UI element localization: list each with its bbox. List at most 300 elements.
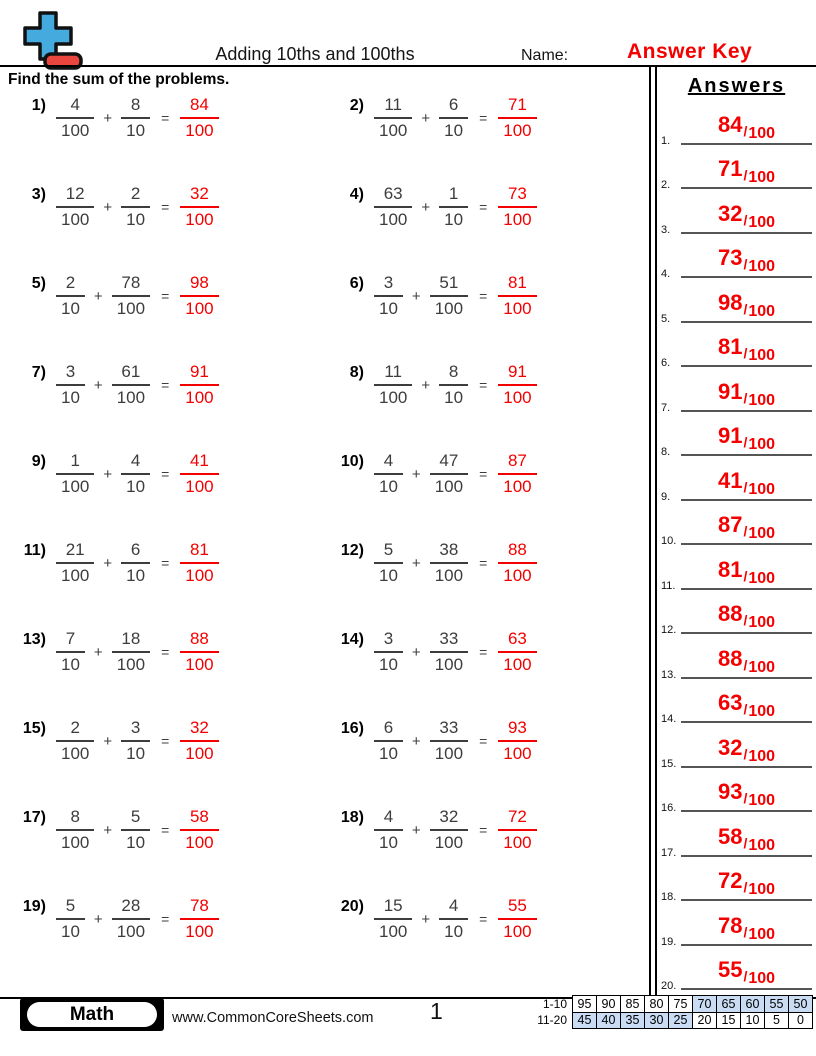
fraction-addend-1 <box>56 184 94 230</box>
website-url: www.CommonCoreSheets.com <box>172 1010 374 1026</box>
answer-index: 8. <box>661 446 671 458</box>
answer-value <box>718 336 775 365</box>
answer-fraction <box>180 807 218 853</box>
fraction-slash: / <box>743 211 748 228</box>
answer-blank-line <box>681 425 812 456</box>
answers-panel <box>657 68 816 996</box>
answer-numerator: 98 <box>180 273 218 297</box>
equals-operator: = <box>479 199 488 215</box>
problem-number: 14) <box>340 631 364 648</box>
answer-row <box>657 418 816 463</box>
score-cell: 75 <box>669 996 693 1013</box>
answer-numerator: 32 <box>717 734 743 760</box>
fraction-slash: / <box>743 434 748 450</box>
answer-denominator: 100 <box>748 258 776 275</box>
answer-denominator: 100 <box>748 213 776 231</box>
fraction-addend-1 <box>374 629 403 675</box>
fraction-denominator: 100 <box>116 388 146 407</box>
score-cell: 30 <box>645 1012 669 1029</box>
fraction-denominator: 100 <box>61 566 90 585</box>
answer-blank-line <box>681 467 812 501</box>
fraction-slash: / <box>743 701 748 717</box>
answer-blank-line <box>681 158 812 189</box>
answer-blank-line <box>681 378 812 412</box>
fraction-denominator: 100 <box>434 566 464 585</box>
answer-index: 12. <box>661 624 677 636</box>
answer-denominator: 100 <box>748 347 776 364</box>
equals-operator: = <box>161 644 170 660</box>
fraction-numerator: 11 <box>374 95 412 119</box>
fraction-numerator: 2 <box>56 718 94 742</box>
fraction-numerator: 4 <box>374 807 403 831</box>
answer-index: 19. <box>661 935 677 948</box>
problems-grid <box>0 92 650 984</box>
fraction-denominator: 10 <box>379 299 398 318</box>
plus-operator: + <box>93 910 103 928</box>
plus-operator: + <box>103 821 113 839</box>
answer-numerator: 58 <box>717 823 743 849</box>
answer-numerator: 41 <box>180 451 218 475</box>
equals-operator: = <box>479 733 488 749</box>
score-cell: 5 <box>765 1012 789 1029</box>
answer-index: 16. <box>661 802 677 814</box>
answer-numerator: 84 <box>180 95 218 119</box>
header-divider <box>0 65 816 67</box>
plus-operator: + <box>103 109 113 127</box>
answer-numerator: 72 <box>498 807 536 831</box>
score-cell: 85 <box>621 996 645 1013</box>
fraction-addend-2 <box>430 540 468 586</box>
fraction-slash: / <box>743 612 748 628</box>
answer-numerator: 32 <box>717 200 743 226</box>
answer-index: 15. <box>661 757 677 770</box>
answer-blank-line <box>681 603 812 634</box>
fraction-addend-2 <box>121 807 150 853</box>
answer-denominator: 100 <box>185 299 214 318</box>
answer-numerator: 41 <box>717 467 743 493</box>
fraction-denominator: 100 <box>61 744 90 763</box>
answer-numerator: 91 <box>717 378 743 404</box>
problem-number: 8) <box>349 364 364 381</box>
fraction-numerator: 3 <box>56 362 85 386</box>
answer-numerator: 63 <box>717 690 743 715</box>
answer-numerator: 91 <box>180 362 218 386</box>
answer-numerator: 88 <box>717 601 743 626</box>
answer-numerator: 88 <box>180 629 218 653</box>
fraction-slash: / <box>743 923 748 940</box>
fraction-slash: / <box>743 834 748 851</box>
answer-denominator: 100 <box>748 436 776 453</box>
fraction-addend-2 <box>121 451 150 497</box>
fraction-numerator: 4 <box>121 451 150 475</box>
fraction-addend-1 <box>374 896 412 942</box>
fraction-addend-1 <box>374 718 403 764</box>
answer-denominator: 100 <box>748 525 776 542</box>
answer-blank-line <box>681 200 812 234</box>
answer-numerator: 58 <box>180 807 218 831</box>
equals-operator: = <box>161 199 170 215</box>
fraction-numerator: 4 <box>439 896 468 920</box>
fraction-addend-1 <box>56 629 85 675</box>
plus-operator: + <box>103 732 113 750</box>
score-cell: 95 <box>573 996 597 1013</box>
fraction-denominator: 10 <box>379 655 398 674</box>
answer-row <box>657 774 816 819</box>
answer-fraction <box>180 540 218 586</box>
answer-blank-line <box>681 336 812 367</box>
score-cell: 60 <box>741 996 765 1013</box>
answer-index: 5. <box>661 312 671 325</box>
answer-denominator: 100 <box>185 922 214 941</box>
fraction-addend-2 <box>430 718 468 764</box>
fraction-addend-2 <box>430 629 468 675</box>
fraction-numerator: 15 <box>374 896 412 920</box>
answer-fraction <box>498 184 536 230</box>
fraction-numerator: 5 <box>56 896 85 920</box>
score-cell: 70 <box>693 996 717 1013</box>
fraction-numerator: 4 <box>56 95 94 119</box>
problem-item <box>12 715 330 767</box>
fraction-numerator: 8 <box>121 95 150 119</box>
problem-number: 11) <box>23 542 46 559</box>
answer-row <box>657 952 816 997</box>
fraction-slash: / <box>743 389 748 406</box>
answer-value <box>718 247 775 276</box>
fraction-denominator: 100 <box>116 299 146 318</box>
fraction-denominator: 100 <box>116 922 146 941</box>
answer-denominator: 100 <box>185 121 214 140</box>
plus-operator: + <box>93 376 103 394</box>
plus-operator: + <box>411 643 421 661</box>
answer-blank-line <box>681 959 812 990</box>
fraction-numerator: 12 <box>56 184 94 208</box>
answer-numerator: 93 <box>498 718 536 742</box>
plus-operator: + <box>411 554 421 572</box>
equals-operator: = <box>479 822 488 838</box>
answer-numerator: 81 <box>717 556 743 582</box>
answer-denominator: 100 <box>185 566 214 585</box>
fraction-denominator: 100 <box>434 299 464 318</box>
fraction-addend-1 <box>374 451 403 497</box>
problem-number: 6) <box>349 275 364 292</box>
fraction-denominator: 10 <box>61 655 80 674</box>
plus-operator: + <box>93 287 103 305</box>
equals-operator: = <box>161 911 170 927</box>
answer-denominator: 100 <box>748 614 776 631</box>
fraction-slash: / <box>743 745 748 762</box>
fraction-addend-1 <box>56 540 94 586</box>
answer-row <box>657 373 816 418</box>
fraction-addend-2 <box>121 184 150 230</box>
fraction-denominator: 100 <box>61 477 90 496</box>
answer-denominator: 100 <box>748 169 776 186</box>
fraction-denominator: 10 <box>379 744 398 763</box>
fraction-numerator: 32 <box>430 807 468 831</box>
equals-operator: = <box>161 555 170 571</box>
fraction-numerator: 18 <box>112 629 150 653</box>
score-cell: 0 <box>789 1012 813 1029</box>
answer-denominator: 100 <box>503 744 532 763</box>
answer-numerator: 55 <box>498 896 536 920</box>
fraction-addend-1 <box>56 718 94 764</box>
answer-value <box>717 289 776 321</box>
answer-fraction <box>180 273 218 319</box>
plus-operator: + <box>421 109 431 127</box>
answer-denominator: 100 <box>185 744 214 763</box>
fraction-slash: / <box>743 478 748 495</box>
answer-numerator: 73 <box>498 184 536 208</box>
answer-value <box>718 959 775 988</box>
score-range-label: 1-10 <box>542 996 567 1011</box>
fraction-addend-1 <box>374 540 403 586</box>
score-cell: 80 <box>645 996 669 1013</box>
fraction-denominator: 100 <box>379 210 408 229</box>
plus-operator: + <box>421 910 431 928</box>
answer-denominator: 100 <box>748 836 776 854</box>
answer-denominator: 100 <box>748 302 776 320</box>
fraction-numerator: 3 <box>121 718 150 742</box>
answer-index: 17. <box>661 846 677 859</box>
problem-number: 1) <box>31 97 46 114</box>
answer-fraction <box>180 184 218 230</box>
answers-list <box>657 106 816 996</box>
answer-index: 20. <box>661 980 677 992</box>
fraction-addend-2 <box>430 273 468 319</box>
fraction-addend-2 <box>121 540 150 586</box>
fraction-addend-2 <box>439 362 468 408</box>
answer-fraction <box>180 95 218 141</box>
answer-fraction <box>498 807 536 853</box>
fraction-denominator: 10 <box>444 121 464 140</box>
problem-number: 5) <box>31 275 46 292</box>
fraction-addend-1 <box>374 95 412 141</box>
answer-denominator: 100 <box>503 121 532 140</box>
fraction-addend-1 <box>56 807 94 853</box>
answer-fraction <box>498 629 536 675</box>
answer-blank-line <box>681 645 812 679</box>
problem-number: 13) <box>22 631 46 648</box>
fraction-numerator: 7 <box>56 629 85 653</box>
problem-number: 7) <box>31 364 46 381</box>
answer-numerator: 63 <box>498 629 536 653</box>
answer-numerator: 32 <box>180 718 218 742</box>
answer-blank-line <box>681 734 812 768</box>
answer-index: 1. <box>661 134 671 147</box>
answer-index: 4. <box>661 268 671 280</box>
answer-index: 14. <box>661 713 677 725</box>
answer-denominator: 100 <box>185 833 214 852</box>
equals-operator: = <box>161 288 170 304</box>
answer-numerator: 88 <box>717 645 743 671</box>
fraction-denominator: 100 <box>434 744 464 763</box>
answer-fraction <box>180 718 218 764</box>
answer-denominator: 100 <box>748 703 776 720</box>
fraction-addend-2 <box>430 807 468 853</box>
plus-operator: + <box>93 643 103 661</box>
answer-denominator: 100 <box>748 569 776 587</box>
answer-value <box>718 514 775 543</box>
fraction-numerator: 6 <box>374 718 403 742</box>
fraction-addend-2 <box>439 184 468 230</box>
fraction-numerator: 3 <box>374 273 403 297</box>
answer-row <box>657 284 816 329</box>
fraction-denominator: 10 <box>126 121 146 140</box>
answer-numerator: 93 <box>717 779 743 804</box>
answer-row <box>657 907 816 952</box>
fraction-numerator: 6 <box>121 540 150 564</box>
answer-row <box>657 240 816 285</box>
score-cell: 15 <box>717 1012 741 1029</box>
fraction-addend-2 <box>430 451 468 497</box>
score-table <box>537 995 813 1029</box>
answer-numerator: 78 <box>717 912 743 938</box>
fraction-denominator: 100 <box>434 833 464 852</box>
problem-item <box>330 893 650 945</box>
answer-numerator: 87 <box>717 512 743 537</box>
fraction-numerator: 47 <box>430 451 468 475</box>
problem-number: 15) <box>22 720 46 737</box>
fraction-numerator: 61 <box>112 362 150 386</box>
fraction-denominator: 10 <box>126 744 146 763</box>
problem-number: 9) <box>31 453 46 470</box>
fraction-denominator: 10 <box>61 299 80 318</box>
answer-row <box>657 729 816 774</box>
score-cell: 10 <box>741 1012 765 1029</box>
fraction-denominator: 100 <box>116 655 146 674</box>
answer-blank-line <box>681 514 812 545</box>
name-label: Name: <box>521 47 569 64</box>
answer-index: 11. <box>661 579 676 592</box>
equals-operator: = <box>479 911 488 927</box>
answer-denominator: 100 <box>748 658 776 676</box>
answer-denominator: 100 <box>503 477 532 496</box>
answer-denominator: 100 <box>185 655 214 674</box>
answer-numerator: 55 <box>717 957 743 982</box>
answer-index: 18. <box>661 891 677 903</box>
answer-numerator: 81 <box>180 540 218 564</box>
problem-number: 19) <box>22 898 46 915</box>
answer-fraction <box>498 896 536 942</box>
answer-numerator: 98 <box>717 289 743 315</box>
answer-row <box>657 863 816 908</box>
answer-denominator: 100 <box>503 388 532 407</box>
problem-item <box>330 448 650 500</box>
fraction-numerator: 1 <box>56 451 94 475</box>
fraction-numerator: 38 <box>430 540 468 564</box>
fraction-denominator: 10 <box>444 210 464 229</box>
fraction-denominator: 10 <box>126 566 146 585</box>
plus-operator: + <box>411 287 421 305</box>
score-cell: 40 <box>597 1012 621 1029</box>
fraction-numerator: 2 <box>56 273 85 297</box>
problem-item <box>330 804 650 856</box>
fraction-addend-1 <box>56 273 85 319</box>
fraction-numerator: 3 <box>374 629 403 653</box>
answer-index: 10. <box>661 535 677 547</box>
answer-row <box>657 596 816 641</box>
plus-operator: + <box>411 465 421 483</box>
answer-numerator: 88 <box>498 540 536 564</box>
fraction-addend-1 <box>56 362 85 408</box>
fraction-denominator: 100 <box>434 655 464 674</box>
fraction-numerator: 6 <box>439 95 468 119</box>
fraction-numerator: 21 <box>56 540 94 564</box>
fraction-addend-1 <box>56 95 94 141</box>
answer-fraction <box>180 451 218 497</box>
score-cell: 35 <box>621 1012 645 1029</box>
plus-operator: + <box>411 821 421 839</box>
problem-item <box>12 537 330 589</box>
fraction-denominator: 10 <box>126 210 146 229</box>
answer-numerator: 71 <box>498 95 536 119</box>
fraction-slash: / <box>743 345 748 361</box>
fraction-slash: / <box>743 300 748 317</box>
vertical-divider <box>649 66 657 997</box>
answer-blank-line <box>681 556 812 590</box>
equals-operator: = <box>479 377 488 393</box>
fraction-numerator: 78 <box>112 273 150 297</box>
fraction-slash: / <box>743 968 748 984</box>
answer-value <box>717 645 776 677</box>
problem-number: 10) <box>340 453 364 470</box>
answer-blank-line <box>681 823 812 857</box>
fraction-denominator: 10 <box>61 388 80 407</box>
answer-value <box>717 467 776 499</box>
answer-row <box>657 462 816 507</box>
answer-blank-line <box>681 289 812 323</box>
answer-fraction <box>180 362 218 408</box>
fraction-addend-1 <box>374 273 403 319</box>
answer-value <box>717 912 776 944</box>
fraction-numerator: 28 <box>112 896 150 920</box>
problem-item <box>12 92 330 144</box>
answer-denominator: 100 <box>748 792 776 809</box>
answer-numerator: 91 <box>498 362 536 386</box>
answer-numerator: 81 <box>498 273 536 297</box>
answer-row <box>657 640 816 685</box>
problem-item <box>330 92 650 144</box>
answer-denominator: 100 <box>185 388 214 407</box>
score-cell: 55 <box>765 996 789 1013</box>
answer-row <box>657 507 816 552</box>
answer-value <box>718 692 775 721</box>
equals-operator: = <box>161 733 170 749</box>
fraction-denominator: 10 <box>126 477 146 496</box>
plus-operator: + <box>103 198 113 216</box>
score-cell: 45 <box>573 1012 597 1029</box>
answer-numerator: 91 <box>717 423 743 448</box>
answer-key-label: Answer Key <box>627 40 753 63</box>
answer-denominator: 100 <box>748 391 776 409</box>
problem-number: 20) <box>340 898 364 915</box>
problem-item <box>330 181 650 233</box>
answer-numerator: 32 <box>180 184 218 208</box>
answer-row <box>657 106 816 151</box>
answer-blank-line <box>681 111 812 145</box>
fraction-slash: / <box>743 879 748 895</box>
fraction-denominator: 100 <box>379 121 408 140</box>
answer-numerator: 81 <box>717 334 743 359</box>
equals-operator: = <box>161 466 170 482</box>
fraction-addend-1 <box>56 896 85 942</box>
fraction-denominator: 100 <box>379 922 408 941</box>
problem-number: 12) <box>340 542 364 559</box>
fraction-denominator: 10 <box>444 388 464 407</box>
answer-numerator: 87 <box>498 451 536 475</box>
fraction-denominator: 10 <box>379 833 398 852</box>
plus-operator: + <box>421 198 431 216</box>
plus-operator: + <box>103 465 113 483</box>
